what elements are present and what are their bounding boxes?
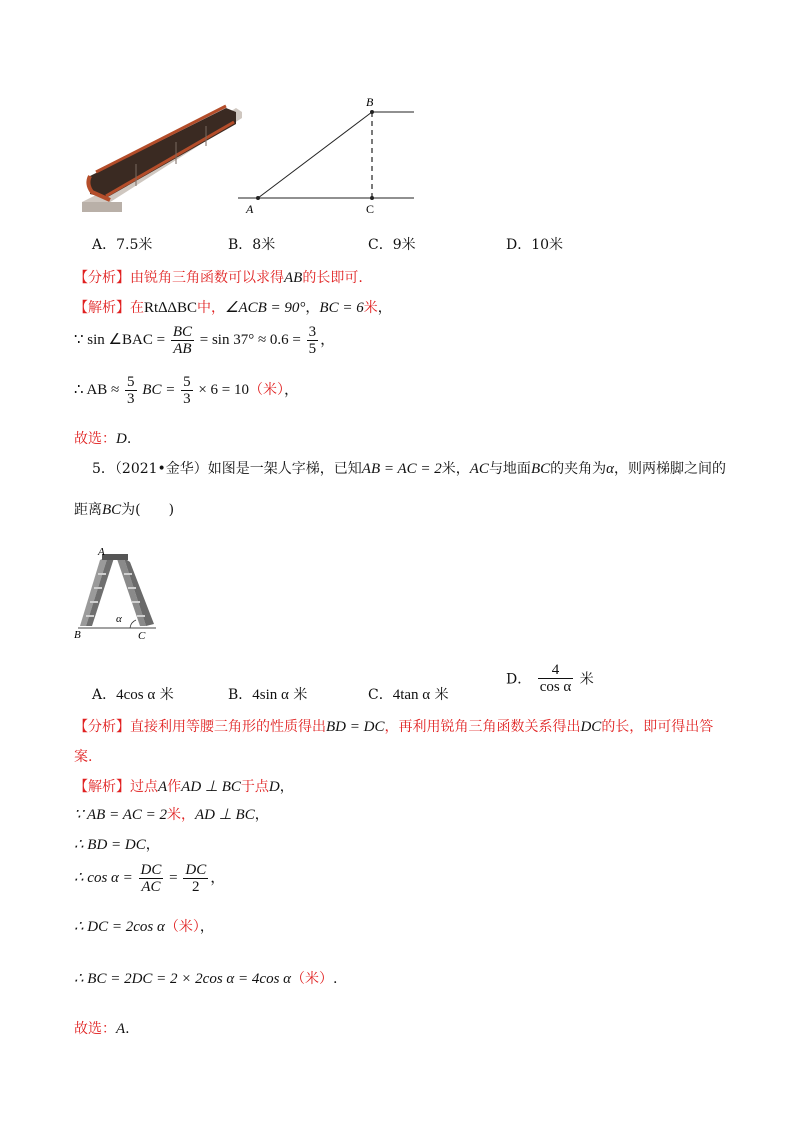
q5-stem-line-1: 5．（2021•金华）如图是一架人字梯，已知AB = AC = 2米，AC与地面BC的夹角为α，则两梯脚之间的: [92, 461, 726, 477]
ladder-diagram: [72, 546, 162, 640]
q5-solution-line-2: ∵ AB = AC = 2米，AD ⊥ BC，: [74, 807, 269, 823]
q5-option-c[interactable]: C．4tan α 米: [368, 687, 449, 703]
q4-option-a[interactable]: A．7.5米: [92, 237, 153, 253]
q5-option-d[interactable]: D． $\frac{4}{\text{cos α}}$ 米: [506, 662, 594, 695]
q4-solution-line-1: 【解析】在Rt∆ΔBC中，∠ACB = 90°，BC = 6米，: [74, 300, 392, 316]
q5-solution-line-3: ∴ BD = DC，: [74, 837, 160, 853]
q5-analysis-line-1: 【分析】直接利用等腰三角形的性质得出BD = DC，再利用锐角三角函数关系得出DC的长，即可得出答: [74, 719, 714, 735]
q5-option-b[interactable]: B．4sin α 米: [228, 687, 308, 703]
q4-option-c[interactable]: C．9米: [368, 237, 416, 253]
q5-solution-line-1: 【解析】过点A作AD ⊥ BC于点D，: [74, 779, 294, 795]
q5-solution-line-4: ∴ cos α = $\frac{DC}{AC}$ = $\frac{DC}{2}$ ，: [74, 862, 226, 895]
triangle-diagram: [238, 94, 418, 218]
q4-solution-line-3: ∴ AB ≈ $\frac{5}{3}$ BC = $\frac{5}{3}$ × 6 = 10（米），: [74, 374, 300, 407]
q5-analysis-line-2: 案.: [74, 749, 93, 765]
q5-solution-line-6: ∴ BC = 2DC = 2 × 2cos α = 4cos α（米）.: [74, 971, 338, 987]
q5-solution-line-5: ∴ DC = 2cos α（米），: [74, 919, 214, 935]
q4-option-b[interactable]: B．8米: [228, 237, 276, 253]
escalator-image: [76, 102, 242, 214]
q5-option-a[interactable]: A．4cos α 米: [92, 687, 174, 703]
label-C: C: [138, 630, 146, 640]
label-B: B: [74, 629, 81, 640]
q5-stem-line-2: 距离BC为( ): [74, 502, 175, 518]
q4-solution-line-2: ∵ sin ∠BAC = $\frac{BC}{AB}$ = sin 37° ≈ 0.6 = $\frac{3}{5}$ ，: [74, 324, 336, 357]
q5-answer: 故选：A.: [74, 1021, 130, 1037]
q4-option-d[interactable]: D．10米: [506, 237, 564, 253]
label-C: C: [366, 202, 375, 216]
label-A: A: [246, 202, 254, 216]
q4-analysis: 【分析】由锐角三角函数可以求得AB的长即可.: [74, 270, 363, 286]
label-A: A: [98, 546, 105, 558]
q4-answer: 故选：D.: [74, 431, 132, 447]
label-alpha: α: [116, 613, 122, 625]
label-B: B: [366, 95, 374, 109]
